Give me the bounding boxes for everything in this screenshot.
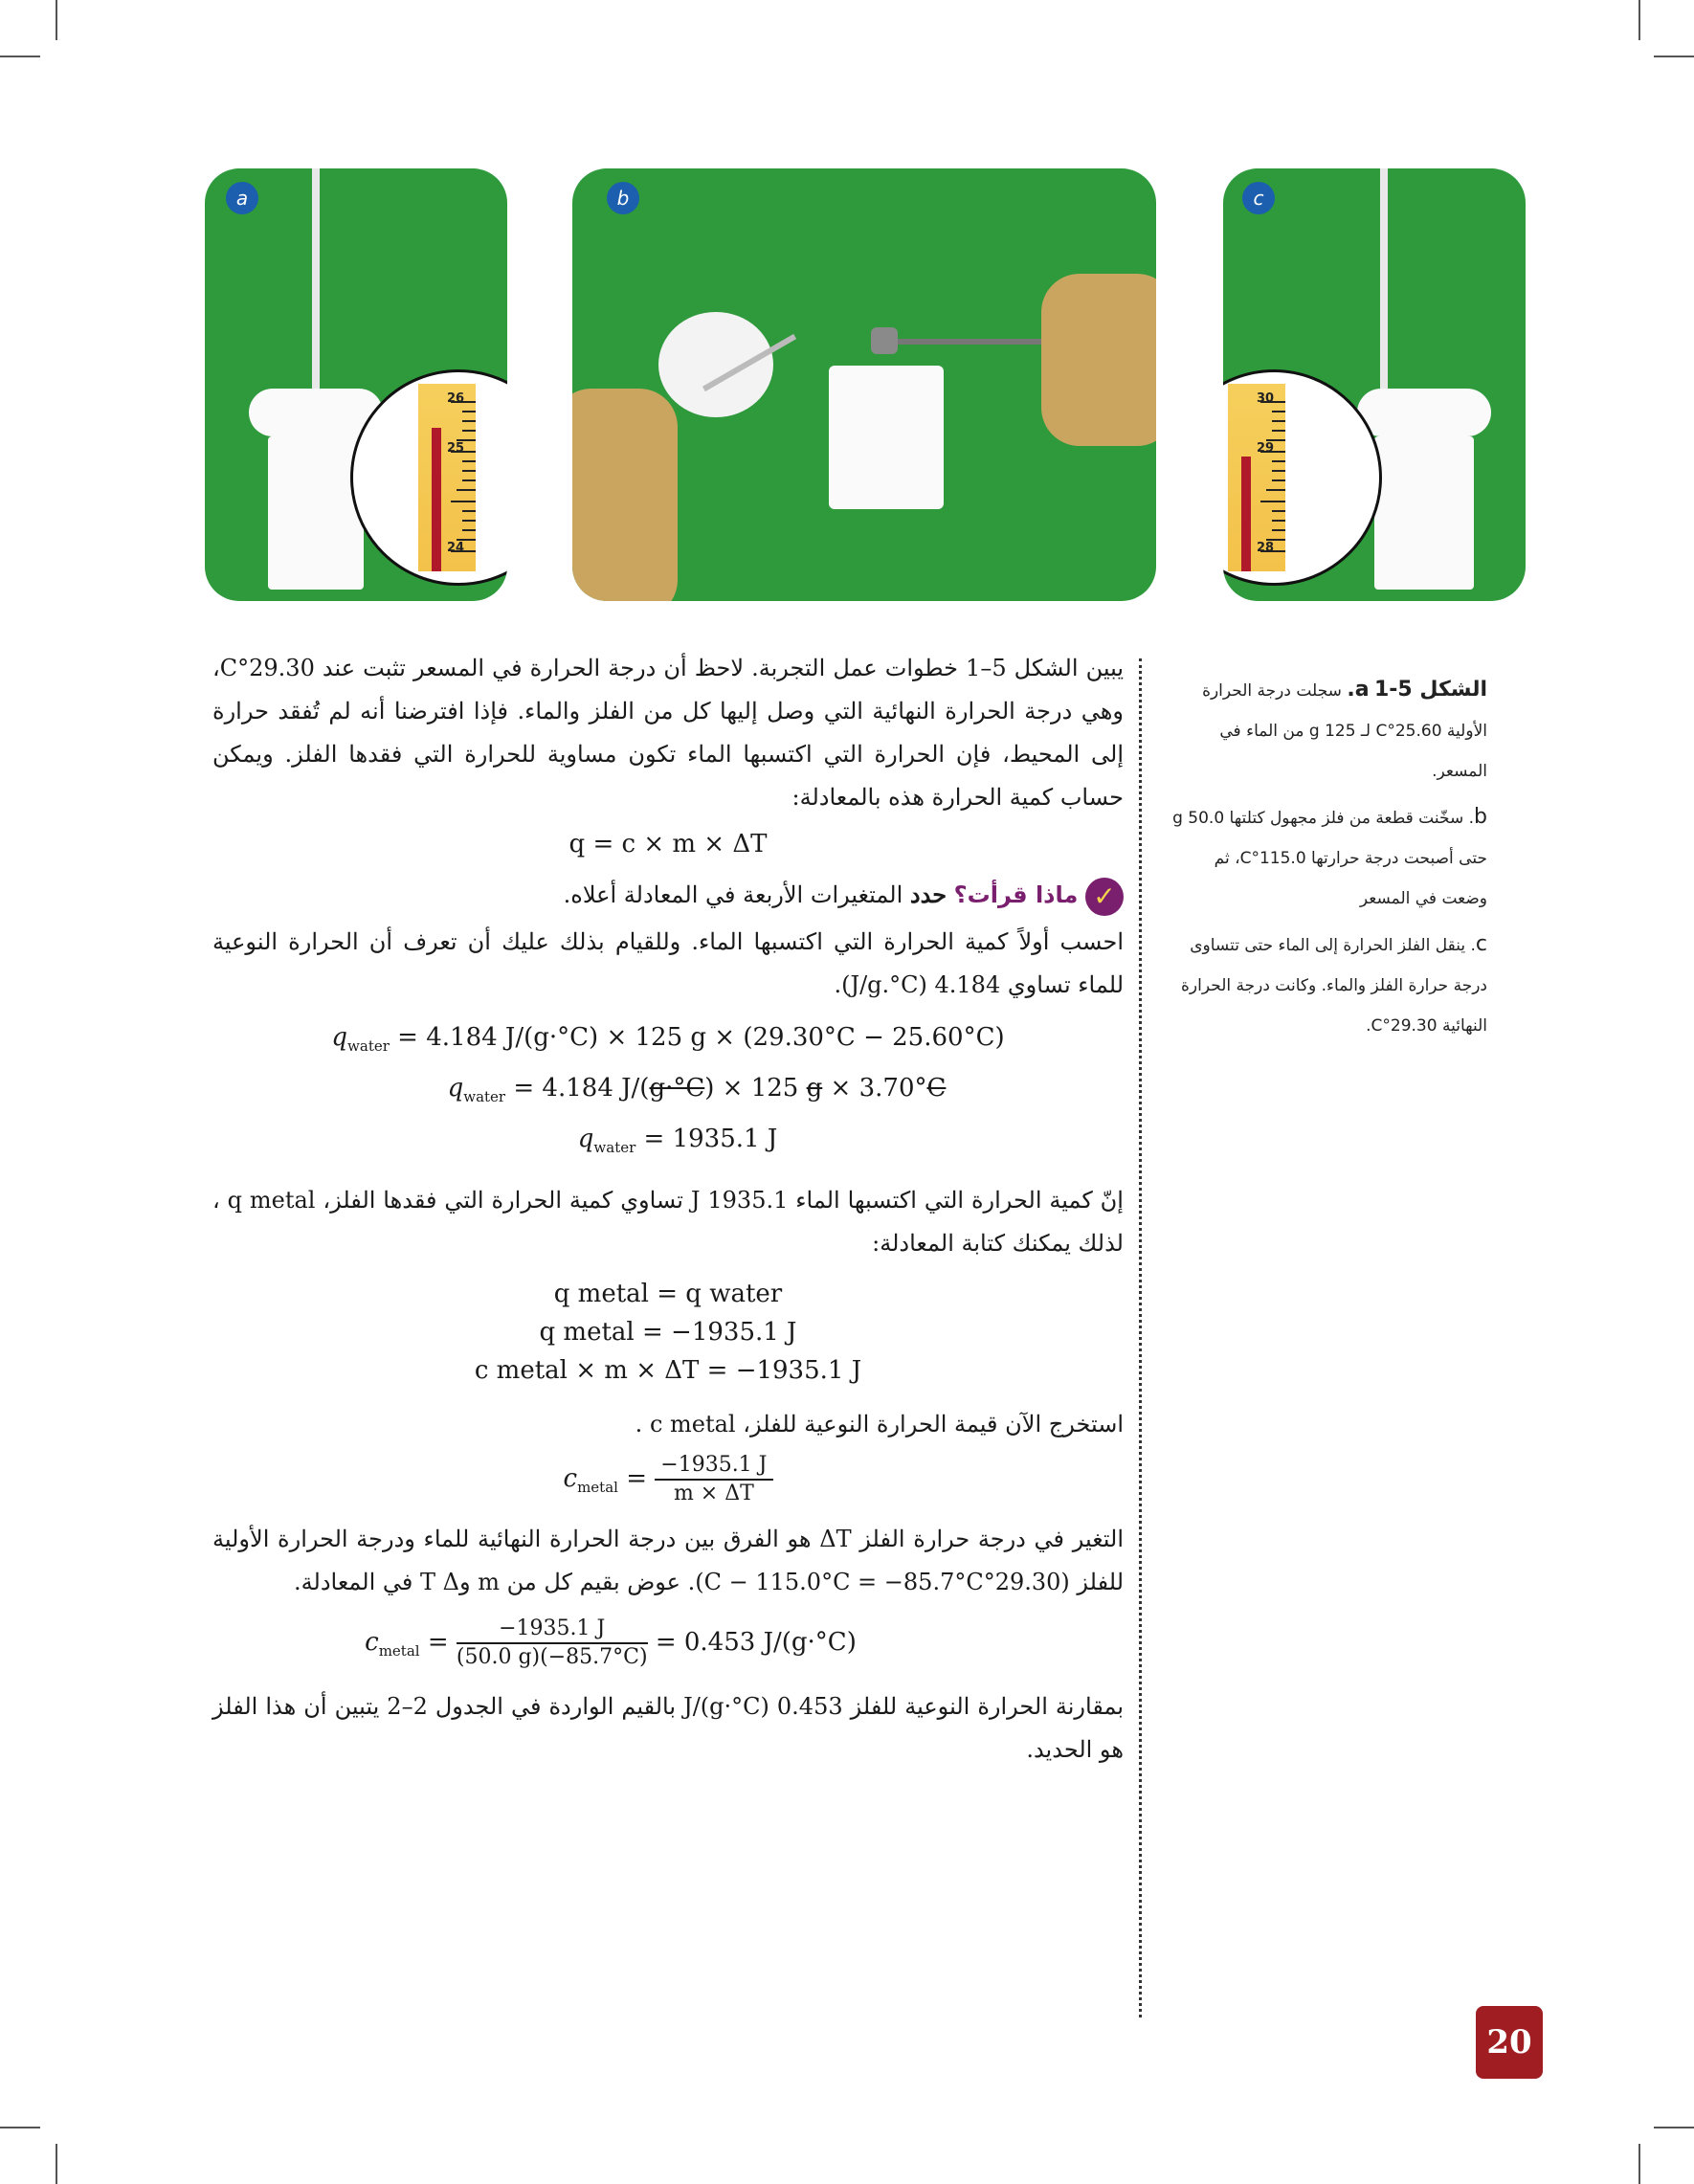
- equation-main: q = c × m × ΔT: [568, 830, 768, 858]
- eq-part: = 4.184 J/(: [513, 1074, 650, 1103]
- paragraph-intro: يبين الشكل 5–1 خطوات عمل التجربة. لاحظ أن درجة الحرارة في المسعر تثبت عند 29.30°C، وهي درجة الحرارة النهائية التي وصل إليها كل من الفلز والماء. فإذا افترضنا أنه لم تُفقد حرارة إلى المحيط، فإن الحرارة التي اكتسبها الماء تكون مساوية للحرارة التي فقدها الفلز. ويمكن حساب كمية الحرارة هذه بالمعادلة:: [212, 655, 1125, 811]
- equation-water-1: $q_{water} = 4.184$ J/(g·°C) × 125 g × (29.30°C − 25.60°C): [331, 1023, 1005, 1056]
- caption-text-a: سجلت درجة الحرارة الأولية 25.60°C لـ 125 g من الماء في المسعر.: [1202, 681, 1487, 781]
- cup: [268, 436, 364, 590]
- equation-water-3: $q_{water} = 1935.1$ J: [577, 1125, 778, 1157]
- panel-label-b: b: [607, 182, 639, 214]
- metal-sample: [871, 327, 898, 354]
- check-icon: ✓: [1085, 878, 1124, 916]
- thermometer-scale: [1228, 384, 1285, 571]
- eq-part: × 3.70°: [830, 1074, 927, 1103]
- cancelled-unit: g·°C: [649, 1074, 705, 1103]
- equation-water-1-rhs: = 4.184 J/(g·°C) × 125 g × (29.30°C − 25.60°C): [397, 1023, 1005, 1052]
- fraction: [457, 1616, 648, 1671]
- crop-mark: [1638, 2144, 1640, 2184]
- subscript-metal: metal: [378, 1641, 420, 1660]
- equation-metal-1: q metal = q water: [553, 1279, 783, 1308]
- fraction-denominator: m × ΔT: [673, 1481, 754, 1505]
- what-read-label: ماذا قرأت؟: [953, 881, 1079, 908]
- caption-label-a: a.: [1347, 678, 1370, 702]
- crop-mark: [0, 56, 40, 57]
- fraction-numerator: −1935.1 J: [655, 1452, 772, 1481]
- zoom-circle: [1223, 369, 1382, 586]
- subscript-water: water: [463, 1088, 506, 1106]
- subscript-metal: metal: [577, 1478, 618, 1496]
- cup: [1374, 436, 1474, 590]
- main-text: [212, 647, 1124, 1772]
- subscript-water: water: [347, 1037, 390, 1056]
- tongs: [880, 339, 1053, 345]
- what-read-verb: حدد: [909, 880, 947, 908]
- caption-a: [1171, 670, 1487, 791]
- crop-mark: [1654, 2127, 1694, 2128]
- paragraph-delta-t: التغير في درجة حرارة الفلز ΔT هو الفرق بين درجة الحرارة النهائية للماء ودرجة الحرارة الأولية للفلز (29.30°C − 115.0°C = −85.7°C). عوض بقيم كل من m وT Δ في المعادلة.: [212, 1525, 1124, 1595]
- paragraph-conclusion: بمقارنة الحرارة النوعية للفلز 0.453 J/(g·°C) بالقيم الواردة في الجدول 2–2 يتبين أن هذا الفلز هو الحديد.: [212, 1692, 1125, 1763]
- page-number: 20: [1476, 2006, 1543, 2079]
- scale-label: 26: [447, 391, 465, 406]
- caption-title: الشكل 5-1: [1373, 678, 1487, 702]
- thermometer-scale: [418, 384, 476, 571]
- caption-c: [1171, 925, 1487, 1046]
- eq-part: ) × 125: [704, 1074, 799, 1103]
- equation-fraction-2: $c_{metal}$ = $\frac{-1935.1 J}{(50.0 g)(-85.7^\circ C)}$ = 0.453 J/(g·°C): [365, 1616, 857, 1669]
- lid-with-thermometer: [658, 312, 773, 417]
- mercury-column: [1241, 457, 1251, 571]
- equation-metal-2: q metal = −1935.1 J: [539, 1317, 797, 1347]
- caption-label-b: b: [1474, 805, 1487, 829]
- paragraph-water-heat: احسب أولاً كمية الحرارة التي اكتسبها الماء. وللقيام بذلك عليك أن تعرف أن الحرارة النوعية للماء تساوي 4.184 (J/g.°C).: [212, 928, 1124, 998]
- scale-label: 30: [1257, 391, 1275, 406]
- panel-label-c: c: [1242, 182, 1275, 214]
- what-did-you-read: [212, 873, 1124, 917]
- figure-photo-a: [205, 168, 507, 601]
- crop-mark: [1638, 0, 1640, 40]
- fraction-denominator: (50.0 g)(−85.7°C): [456, 1644, 648, 1669]
- scale-label: 29: [1257, 441, 1275, 456]
- fraction: [655, 1452, 772, 1507]
- cancelled-unit: g: [806, 1074, 823, 1103]
- equation-fraction-1: $c_{metal}$ = $\frac{-1935.1 J}{m \times \Delta T}$: [212, 1452, 1124, 1508]
- caption-label-c: c: [1475, 932, 1487, 956]
- paragraph-metal-heat: إنّ كمية الحرارة التي اكتسبها الماء 1935.1 J تساوي كمية الحرارة التي فقدها الفلز، q metal ، لذلك يمكنك كتابة المعادلة:: [212, 1186, 1124, 1257]
- equation-water-2: $q_{water} = 4.184$ J/(g·°C) × 125 g × 3.70°C: [447, 1074, 947, 1106]
- caption-b: [1171, 797, 1487, 919]
- figure-photo-c: [1223, 168, 1526, 601]
- caption-text-b: . سخّنت قطعة من فلز مجهول كتلتها 50.0 g حتى أصبحت درجة حرارتها 115.0°C، ثم وضعت في المسعر: [1172, 809, 1487, 908]
- glove-left: [572, 389, 678, 601]
- cup: [829, 366, 944, 509]
- scale-label: 25: [447, 441, 465, 456]
- cup-lid: [1357, 389, 1491, 436]
- crop-mark: [56, 0, 57, 40]
- figure-photo-b: [572, 168, 1156, 601]
- equation-water-3-rhs: = 1935.1 J: [643, 1125, 778, 1154]
- crop-mark: [0, 2127, 40, 2128]
- scale-label: 28: [1257, 541, 1275, 555]
- fraction-numerator: −1935.1 J: [457, 1616, 648, 1644]
- caption-text-c: . ينقل الفلز الحرارة إلى الماء حتى تتساوى درجة حرارة الفلز والماء. وكانت درجة الحرارة النهائية 29.30°C.: [1181, 936, 1487, 1036]
- crop-mark: [56, 2144, 57, 2184]
- subscript-water: water: [593, 1139, 636, 1157]
- paragraph-solve: استخرج الآن قيمة الحرارة النوعية للفلز، c metal .: [635, 1410, 1124, 1437]
- equation-metal-3: c metal × m × ΔT = −1935.1 J: [474, 1355, 862, 1385]
- equation-result: = 0.453 J/(g·°C): [655, 1627, 857, 1657]
- figure-caption: [1171, 670, 1487, 1052]
- scale-label: 24: [447, 541, 465, 555]
- mercury-column: [432, 428, 441, 571]
- panel-label-a: a: [226, 182, 258, 214]
- glove-right: [1041, 274, 1156, 446]
- what-read-text: المتغيرات الأربعة في المعادلة أعلاه.: [563, 881, 903, 908]
- cancelled-unit: C: [926, 1074, 947, 1103]
- crop-mark: [1654, 56, 1694, 57]
- column-divider: [1139, 658, 1142, 2017]
